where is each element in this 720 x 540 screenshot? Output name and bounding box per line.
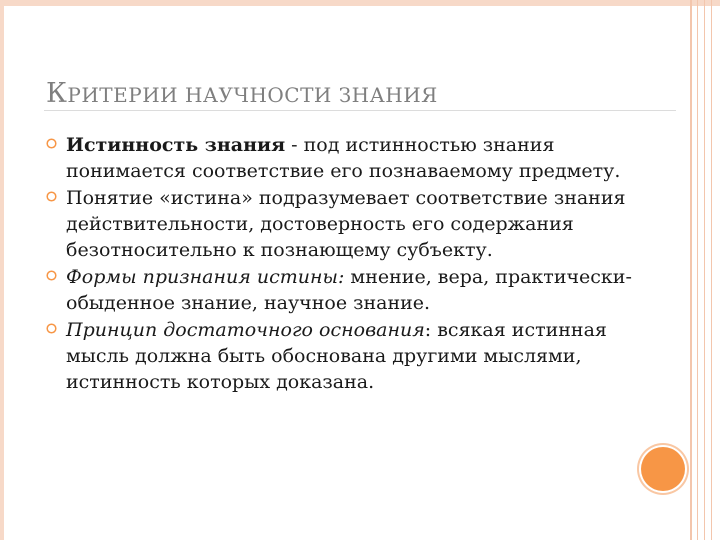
bullet-text: - под истинностью знания понимается соответствие его познаваемому предмету. bbox=[66, 134, 621, 182]
decor-line bbox=[697, 0, 698, 540]
circle-bullet-icon bbox=[46, 270, 57, 281]
decor-circle bbox=[641, 447, 685, 491]
bullet-text: : всякая истинная мысль должна быть обоснована другими мыслями, истинность которых доказана. bbox=[66, 319, 607, 393]
decor-line bbox=[704, 0, 705, 540]
slide-title bbox=[46, 78, 438, 109]
slide-frame-left bbox=[0, 0, 4, 540]
decor-line bbox=[711, 0, 712, 540]
bullet-item bbox=[46, 132, 646, 184]
bullet-list bbox=[46, 132, 646, 396]
bullet-item bbox=[46, 264, 646, 316]
bullet-lead: Формы признания истины: bbox=[66, 266, 345, 288]
bullet-lead: Истинность знания bbox=[66, 134, 286, 156]
bullet-lead: Принцип достаточного основания bbox=[66, 319, 425, 341]
decor-line bbox=[690, 0, 692, 540]
circle-bullet-icon bbox=[46, 191, 57, 202]
bullet-text: Понятие «истина» подразумевает соответствие знания действительности, достоверность его содержания безотносительно к познающему субъекту. bbox=[66, 187, 626, 261]
title-divider bbox=[44, 110, 676, 111]
slide-frame-top bbox=[0, 0, 720, 6]
title-initial: К bbox=[46, 78, 68, 109]
circle-bullet-icon bbox=[46, 138, 57, 149]
title-rest: РИТЕРИИ НАУЧНОСТИ ЗНАНИЯ bbox=[67, 83, 438, 107]
bullet-item bbox=[46, 185, 646, 263]
bullet-text: мнение, вера, практически-обыденное знание, научное знание. bbox=[66, 266, 632, 314]
bullet-item bbox=[46, 317, 646, 395]
circle-bullet-icon bbox=[46, 323, 57, 334]
